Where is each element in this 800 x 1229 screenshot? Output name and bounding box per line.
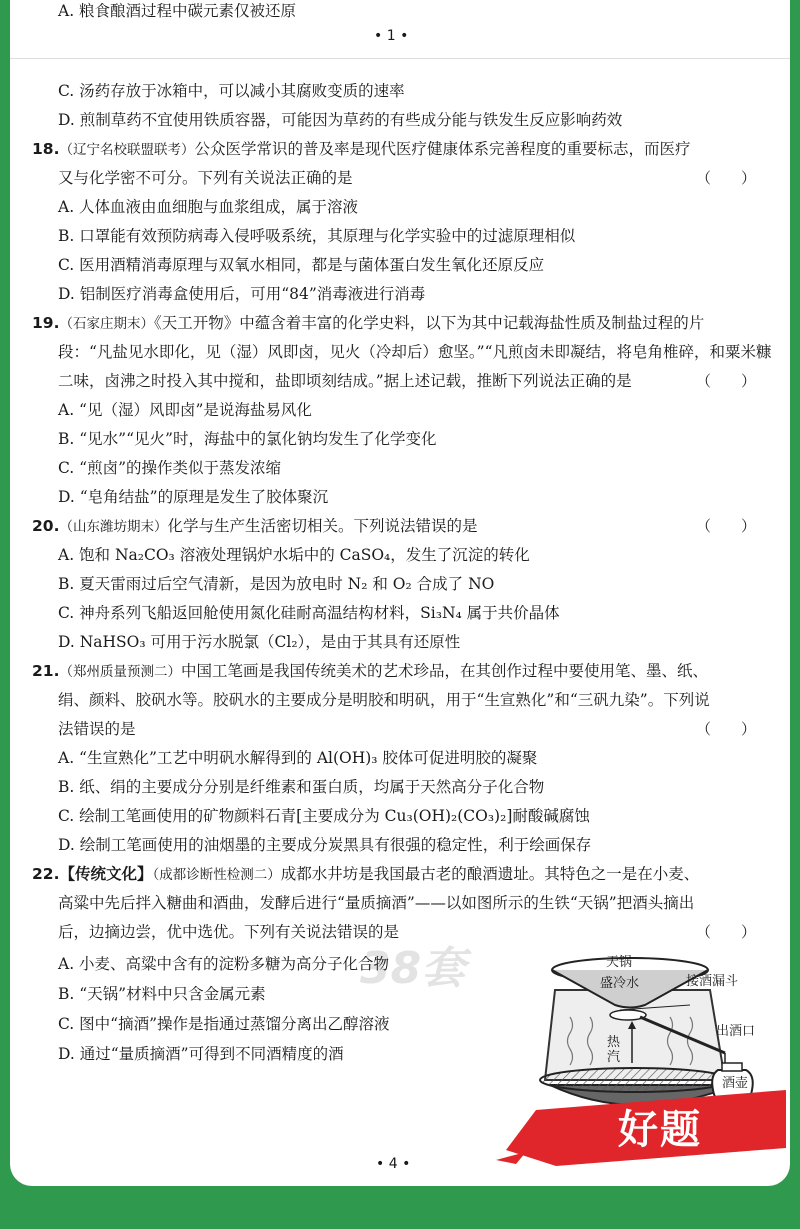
prev-question-option-a: A. 粮食酿酒过程中碳元素仅被还原 (58, 2, 297, 20)
label-tianguo: 天锅 (606, 955, 633, 970)
label-outlet: 出酒口 (716, 1024, 756, 1039)
q18-answer-paren: （ ） (695, 169, 756, 187)
q21-stem-line1 (32, 660, 708, 683)
label-wine-jar: 酒壶 (722, 1076, 749, 1091)
q21-source: （郑州质量预测二） (59, 664, 181, 680)
watermark: 38套 (360, 943, 466, 994)
q18-stem-line1 (32, 138, 690, 161)
q20-number: 20. (32, 517, 60, 535)
badge-label: 好题 (618, 1107, 702, 1153)
page-number-bottom: • 4 • (376, 1156, 411, 1172)
q19-stem-text1: 《天工开物》中蕴含着丰富的化学史料，以下为其中记载海盐性质及制盐过程的片 (153, 314, 705, 332)
q18-stem-line2: 又与化学密不可分。下列有关说法正确的是 (58, 169, 353, 187)
page-number-top: • 1 • (374, 28, 409, 44)
q22-answer-paren: （ ） (695, 923, 756, 941)
q20-answer-paren: （ ） (695, 517, 756, 535)
q20-stem-line1 (32, 515, 477, 538)
q22-option-b: B. “天锅”材料中只含金属元素 (58, 985, 266, 1003)
wine-jar-neck (722, 1063, 742, 1071)
label-steam: 热汽 (607, 1035, 621, 1065)
q19-stem-line3: 二味，卤沸之时投入其中搅和，盐即顷刻结成。”据上述记载，推断下列说法正确的是 (58, 372, 632, 390)
page-separator (10, 58, 790, 59)
q21-stem-text1: 中国工笔画是我国传统美术的艺术珍品，在其创作过程中要使用笔、墨、纸、 (180, 662, 708, 680)
q21-option-d: D. 绘制工笔画使用的油烟墨的主要成分炭黑具有很强的稳定性，利于绘画保存 (58, 836, 592, 854)
q20-option-b: B. 夏天雷雨过后空气清新，是因为放电时 N₂ 和 O₂ 合成了 NO (58, 575, 495, 593)
q22-option-d: D. 通过“量质摘酒”可得到不同酒精度的酒 (58, 1045, 344, 1063)
q19-stem-line1 (32, 312, 704, 335)
q18-source: （辽宁名校联盟联考） (59, 142, 195, 158)
q19-option-c: C. “煎卤”的操作类似于蒸发浓缩 (58, 459, 282, 477)
q21-answer-paren: （ ） (695, 720, 756, 738)
q19-source: （石家庄期末） (59, 316, 154, 332)
q19-option-b: B. “见水”“见火”时，海盐中的氯化钠均发生了化学变化 (58, 430, 437, 448)
q20-source: （山东潍坊期末） (59, 519, 168, 535)
q22-stem-text1: 成都水井坊是我国最古老的酿酒遗址。其特色之一是在小麦、 (280, 865, 700, 883)
q17-option-c: C. 汤药存放于冰箱中，可以减小其腐败变质的速率 (58, 82, 405, 100)
q21-option-b: B. 纸、绢的主要成分分别是纤维素和蛋白质，均属于天然高分子化合物 (58, 778, 545, 796)
q21-stem-line2: 绢、颜料、胶矾水等。胶矾水的主要成分是明胶和明矾，用于“生宣熟化”和“三矾九染”。下列说 (58, 691, 710, 709)
q22-number: 22. (32, 865, 60, 883)
q22-option-a: A. 小麦、高粱中含有的淀粉多糖为高分子化合物 (58, 955, 390, 973)
q20-option-c: C. 神舟系列飞船返回舱使用氮化硅耐高温结构材料，Si₃N₄ 属于共价晶体 (58, 604, 560, 622)
q18-option-d: D. 铝制医疗消毒盒使用后，可用“84”消毒液进行消毒 (58, 285, 426, 303)
label-funnel: 接酒漏斗 (686, 974, 739, 989)
q21-number: 21. (32, 662, 60, 680)
q17-option-d: D. 煎制草药不宜使用铁质容器，可能因为草药的有些成分能与铁发生反应影响药效 (58, 111, 623, 129)
q20-option-a: A. 饱和 Na₂CO₃ 溶液处理锅炉水垢中的 CaSO₄，发生了沉淀的转化 (58, 546, 530, 564)
document-page (10, 0, 790, 1186)
q18-number: 18. (32, 140, 60, 158)
q20-stem-text1: 化学与生产生活密切相关。下列说法错误的是 (167, 517, 478, 535)
q19-option-d: D. “皂角结盐”的原理是发生了胶体聚沉 (58, 488, 329, 506)
fire-grate (540, 1068, 730, 1092)
q18-option-b: B. 口罩能有效预防病毒入侵呼吸系统，其原理与化学实验中的过滤原理相似 (58, 227, 576, 245)
q18-option-a: A. 人体血液由血细胞与血浆组成，属于溶液 (58, 198, 359, 216)
q22-tag: 【传统文化】 (59, 864, 153, 883)
q21-option-a: A. “生宣熟化”工艺中明矾水解得到的 Al(OH)₃ 胶体可促进明胶的凝聚 (58, 749, 538, 767)
q22-stem-line1 (32, 863, 699, 886)
q21-option-c: C. 绘制工笔画使用的矿物颜料石青[主要成分为 Cu₃(OH)₂(CO₃)₂]耐酸碱腐蚀 (58, 807, 590, 825)
label-cold-water: 盛冷水 (600, 976, 640, 991)
q20-option-d: D. NaHSO₃ 可用于污水脱氯（Cl₂），是由于其具有还原性 (58, 633, 461, 651)
q18-option-c: C. 医用酒精消毒原理与双氧水相同，都是与菌体蛋白发生氧化还原反应 (58, 256, 545, 274)
q22-source: （成都诊断性检测二） (152, 867, 281, 883)
q22-stem-line3: 后，边摘边尝，优中选优。下列有关说法错误的是 (58, 923, 400, 941)
q22-option-c: C. 图中“摘酒”操作是指通过蒸馏分离出乙醇溶液 (58, 1015, 390, 1033)
q18-stem-text1: 公众医学常识的普及率是现代医疗健康体系完善程度的重要标志，而医疗 (194, 140, 691, 158)
q19-number: 19. (32, 314, 60, 332)
q21-stem-line3: 法错误的是 (58, 720, 136, 738)
q19-option-a: A. “见（湿）风即卤”是说海盐易风化 (58, 401, 312, 419)
q22-stem-line2: 高粱中先后拌入糖曲和酒曲，发酵后进行“量质摘酒”——以如图所示的生铁“天锅”把酒头摘出 (58, 894, 695, 912)
q19-stem-line2: 段：“凡盐见水即化，见（湿）风即卤，见火（冷却后）愈坚。”“凡煎卤未即凝结，将皂角椎碎，和粟米糠 (58, 343, 772, 361)
q19-answer-paren: （ ） (695, 372, 756, 390)
